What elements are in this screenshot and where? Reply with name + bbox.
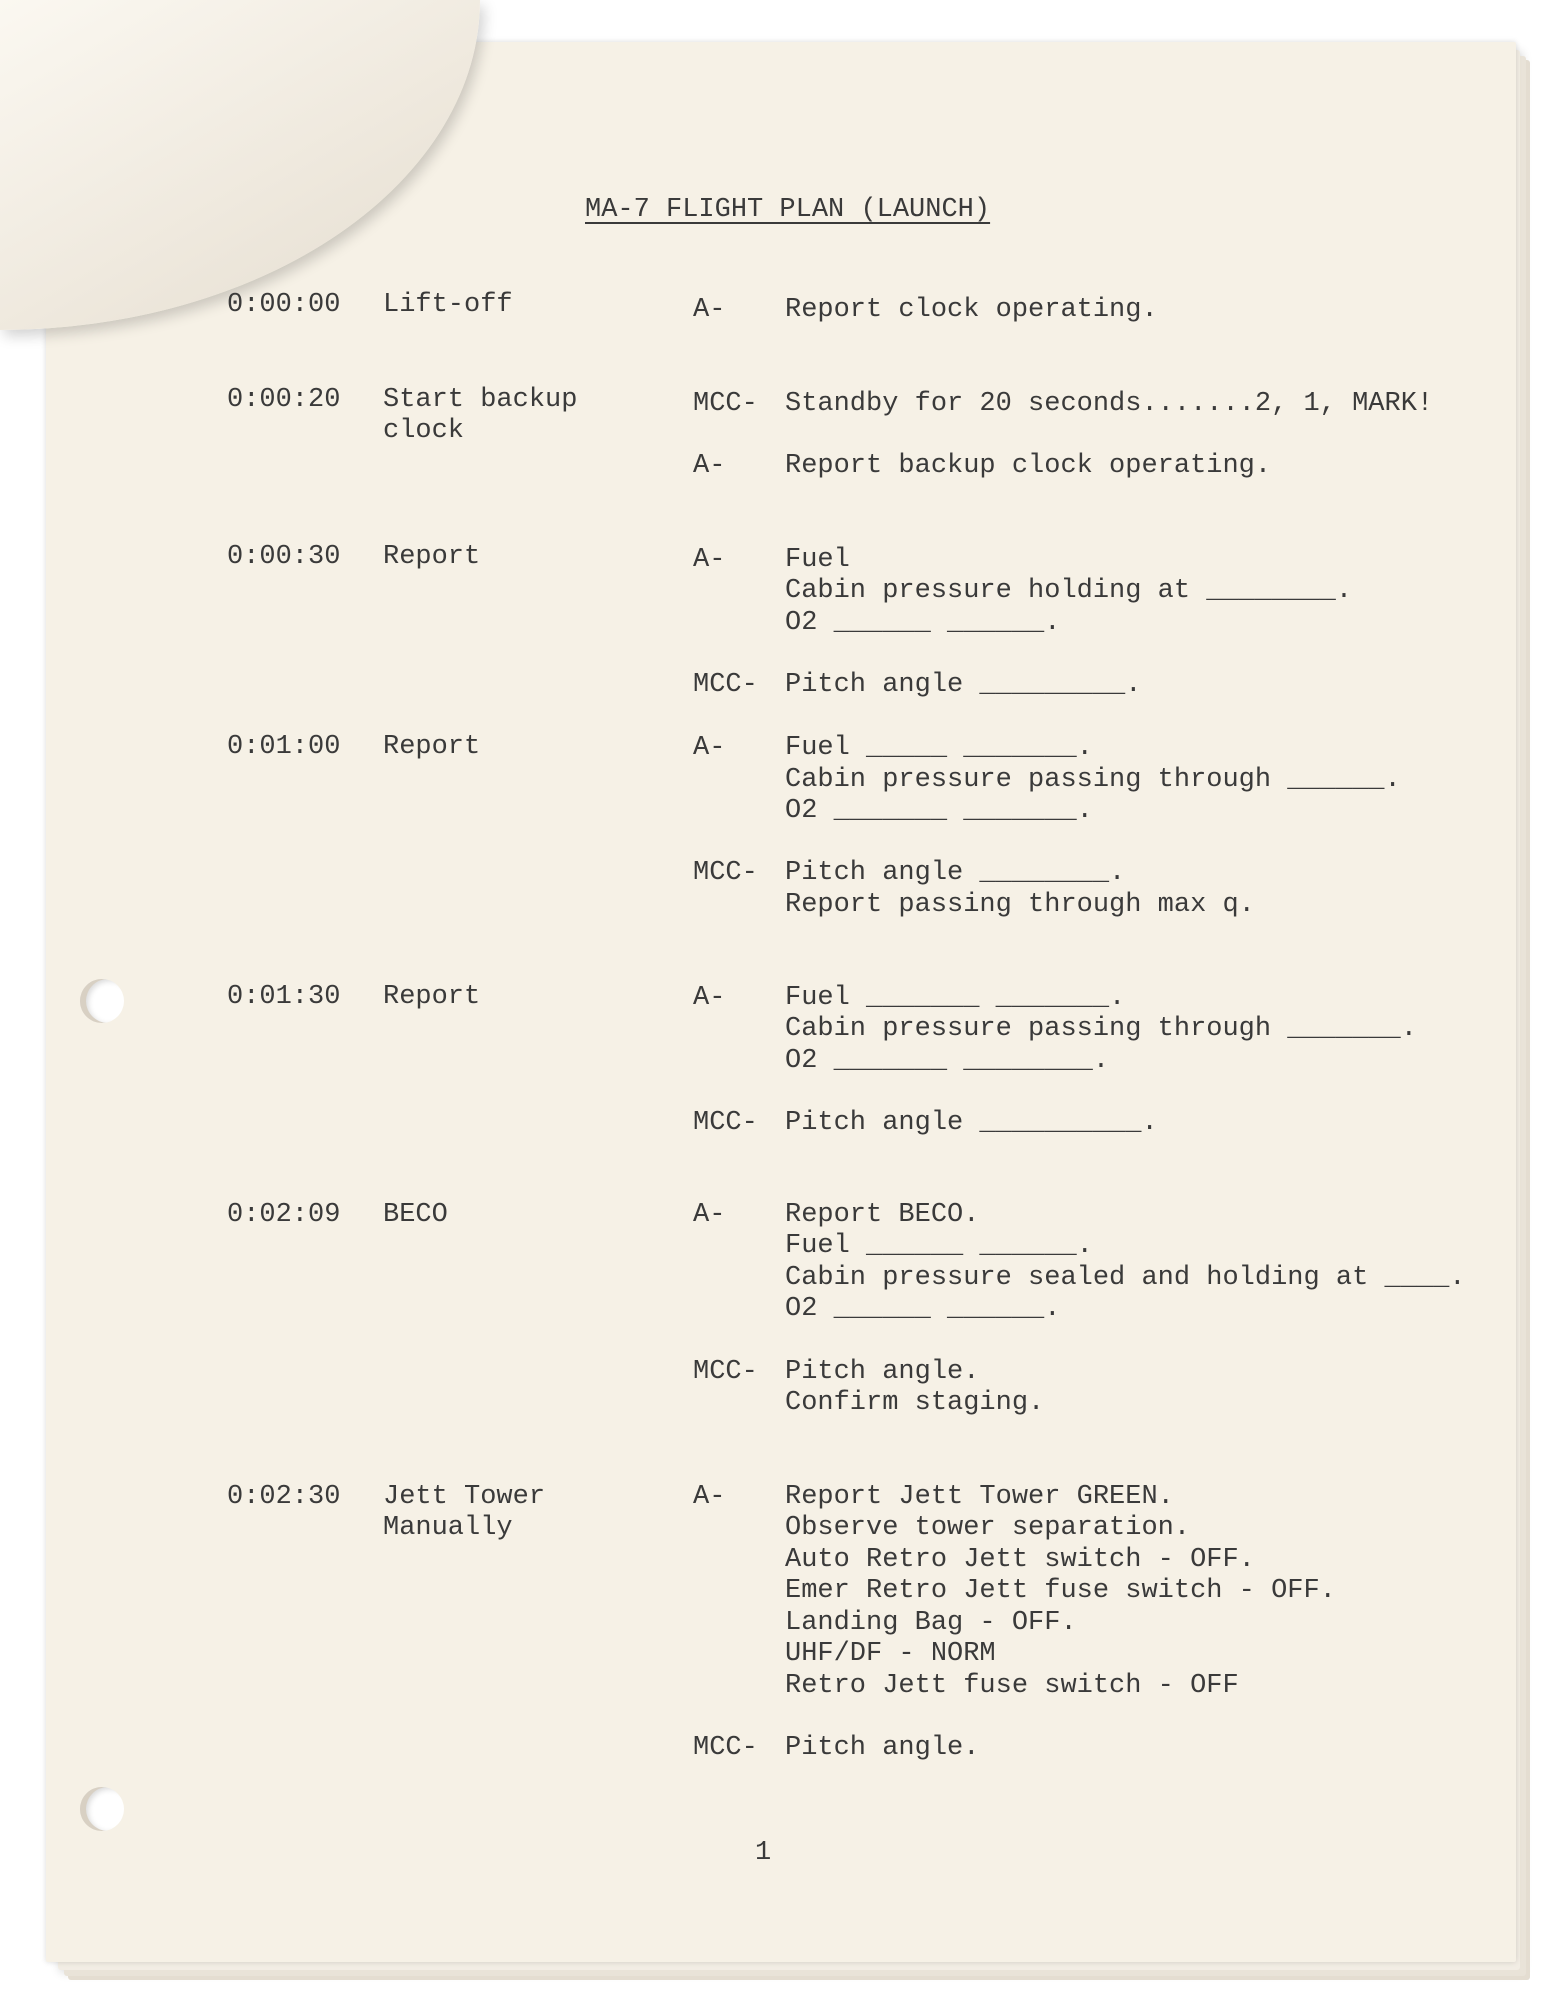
plan-line: Pitch angle. — [785, 1733, 980, 1763]
plan-line: Confirm staging. — [785, 1388, 1045, 1418]
entry-event: Report — [383, 732, 481, 762]
speaker-label: MCC- — [693, 389, 758, 419]
speaker-label: A- — [693, 1200, 726, 1230]
plan-line: Landing Bag - OFF. — [785, 1608, 1077, 1638]
plan-line: Report clock operating. — [785, 295, 1158, 325]
entry-time: 0:01:00 — [227, 732, 341, 762]
plan-line: O2 ______ ______. — [785, 608, 1061, 638]
plan-line: Pitch angle _________. — [785, 670, 1142, 700]
plan-line: Report passing through max q. — [785, 890, 1255, 920]
plan-line: Cabin pressure passing through _______. — [785, 1014, 1417, 1044]
page-title: MA-7 FLIGHT PLAN (LAUNCH) — [585, 195, 991, 225]
entry-time: 0:00:20 — [227, 385, 341, 415]
plan-line: Auto Retro Jett switch - OFF. — [785, 1545, 1255, 1575]
entry-time: 0:01:30 — [227, 982, 341, 1012]
entry-event: BECO — [383, 1200, 448, 1230]
plan-line: Pitch angle. — [785, 1357, 980, 1387]
plan-line: Cabin pressure passing through ______. — [785, 765, 1401, 795]
binder-hole-top — [80, 979, 124, 1023]
entry-time: 0:00:00 — [227, 290, 341, 320]
speaker-label: MCC- — [693, 1357, 758, 1387]
plan-line: O2 _______ _______. — [785, 796, 1093, 826]
entry-event: Jett Tower Manually — [383, 1482, 546, 1543]
plan-line: Cabin pressure sealed and holding at ____. — [785, 1263, 1466, 1293]
plan-line: O2 _______ ________. — [785, 1046, 1110, 1076]
plan-line: Fuel _____ _______. — [785, 733, 1093, 763]
plan-line: Report backup clock operating. — [785, 451, 1272, 481]
entry-event: Start backup clock — [383, 385, 578, 446]
speaker-label: A- — [693, 1482, 726, 1512]
speaker-label: MCC- — [693, 858, 758, 888]
speaker-label: MCC- — [693, 1733, 758, 1763]
binder-hole-bottom — [80, 1787, 124, 1831]
speaker-label: A- — [693, 295, 726, 325]
plan-line: Cabin pressure holding at ________. — [785, 576, 1353, 606]
plan-line: Report BECO. — [785, 1200, 980, 1230]
plan-line: Fuel — [785, 545, 850, 575]
plan-line: Retro Jett fuse switch - OFF — [785, 1671, 1239, 1701]
plan-line: Fuel ______ ______. — [785, 1231, 1093, 1261]
page-number: 1 — [755, 1838, 772, 1868]
entry-time: 0:02:30 — [227, 1482, 341, 1512]
speaker-label: A- — [693, 451, 726, 481]
plan-line: UHF/DF - NORM — [785, 1639, 996, 1669]
plan-line: Standby for 20 seconds.......2, 1, MARK! — [785, 389, 1434, 419]
speaker-label: A- — [693, 545, 726, 575]
plan-line: Report Jett Tower GREEN. — [785, 1482, 1174, 1512]
entry-event: Report — [383, 982, 481, 1012]
plan-line: Pitch angle __________. — [785, 1108, 1158, 1138]
plan-line: Pitch angle ________. — [785, 858, 1126, 888]
entry-time: 0:00:30 — [227, 542, 341, 572]
speaker-label: A- — [693, 733, 726, 763]
speaker-label: A- — [693, 983, 726, 1013]
plan-line: Observe tower separation. — [785, 1513, 1191, 1543]
entry-event: Lift-off — [383, 290, 513, 320]
plan-line: O2 ______ ______. — [785, 1294, 1061, 1324]
plan-line: Emer Retro Jett fuse switch - OFF. — [785, 1576, 1336, 1606]
plan-line: Fuel _______ _______. — [785, 983, 1126, 1013]
speaker-label: MCC- — [693, 1108, 758, 1138]
speaker-label: MCC- — [693, 670, 758, 700]
entry-time: 0:02:09 — [227, 1200, 341, 1230]
entry-event: Report — [383, 542, 481, 572]
